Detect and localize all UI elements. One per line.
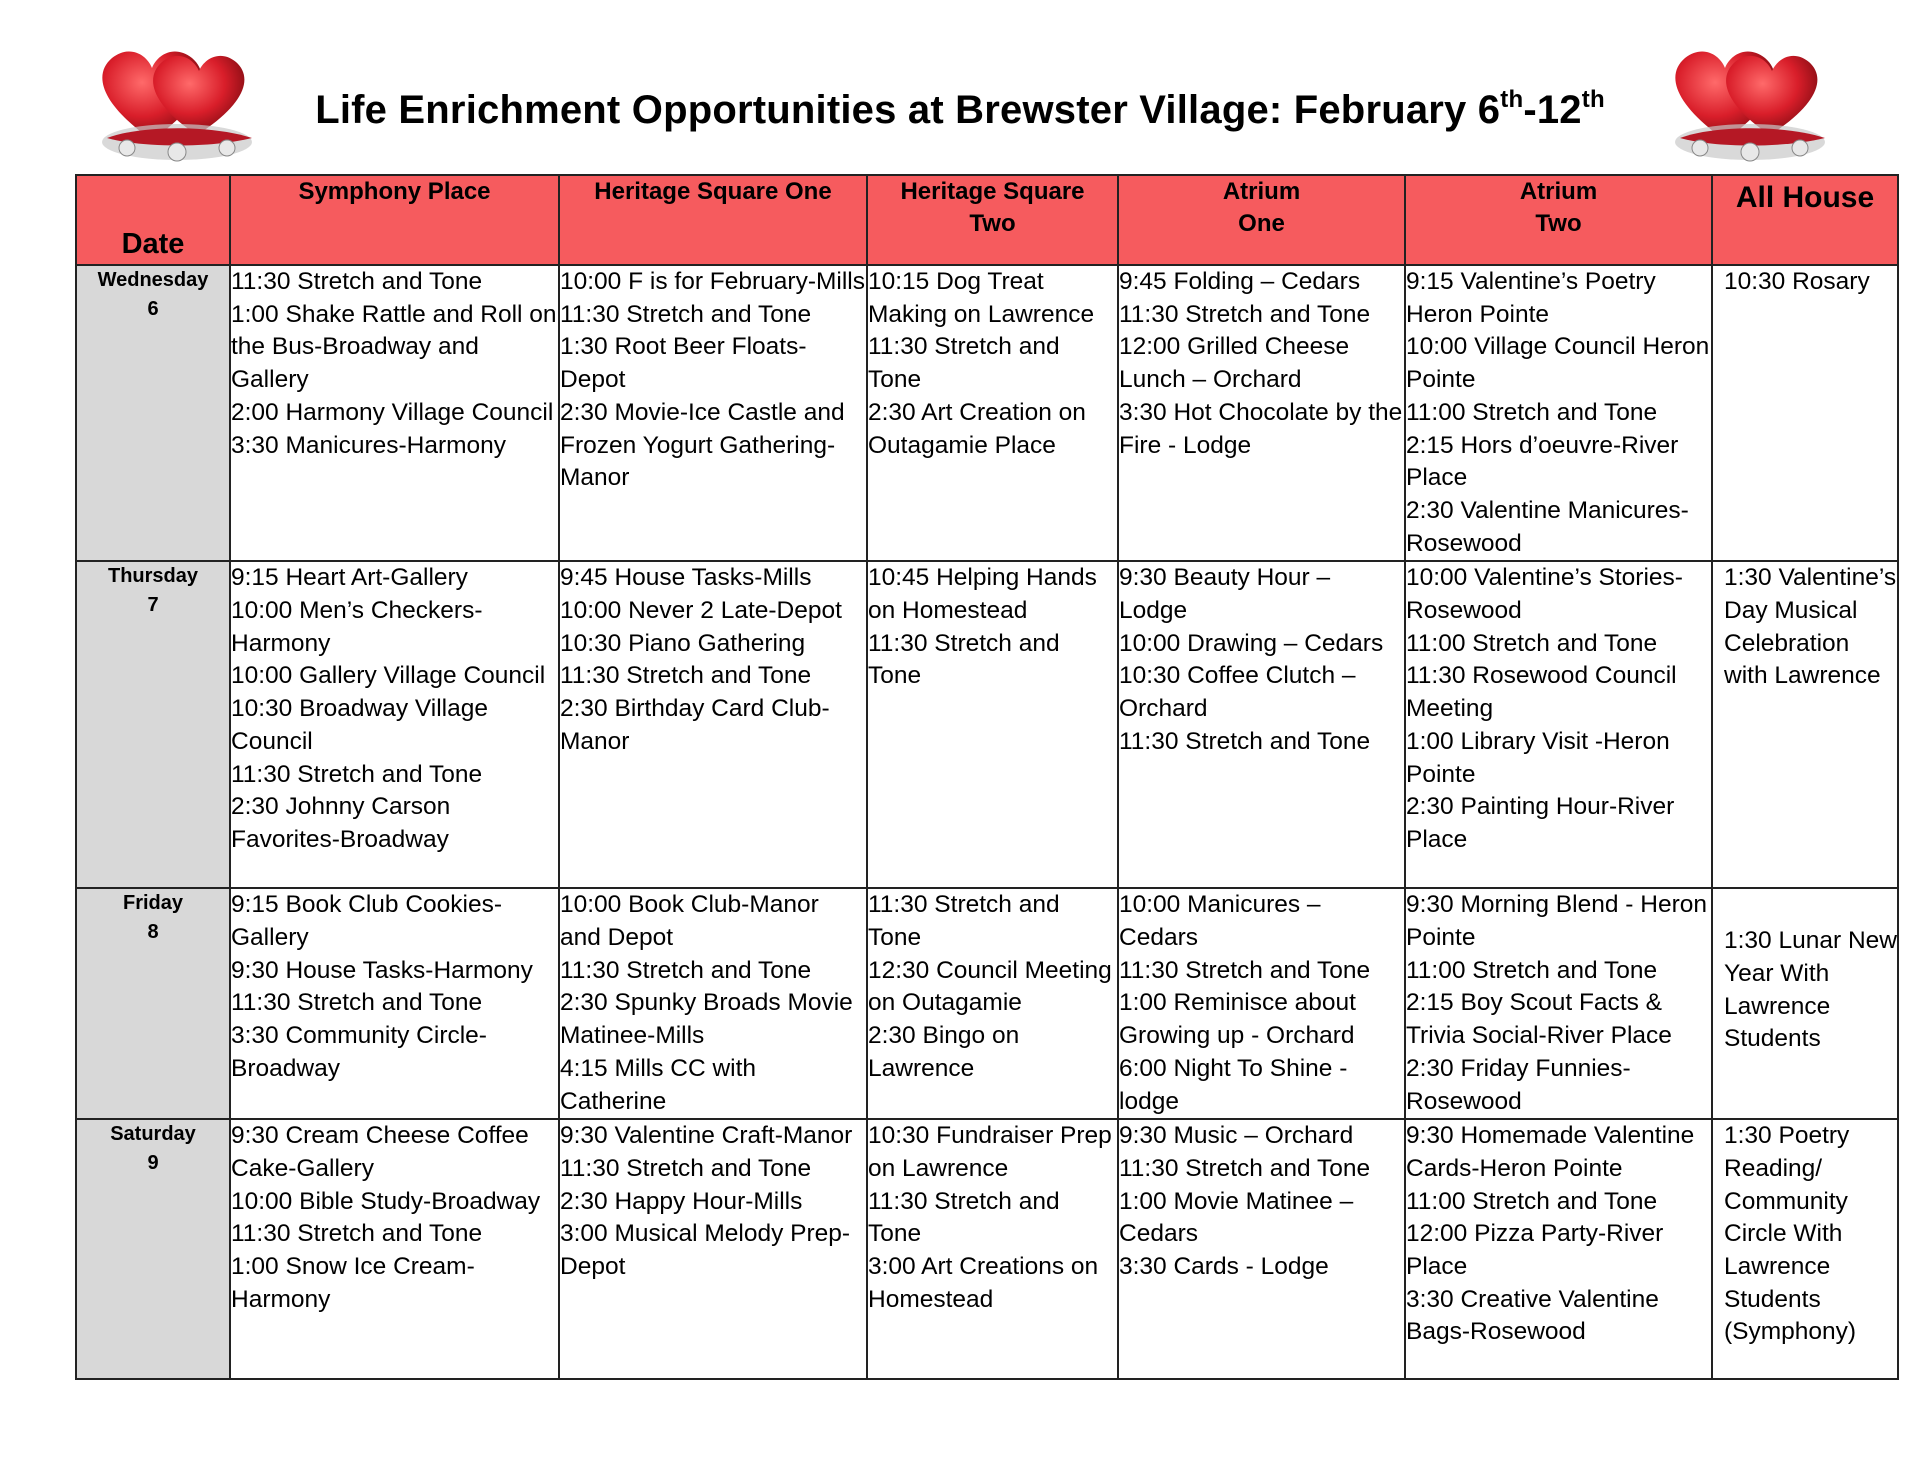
day-cell: Thursday 7 <box>76 561 230 888</box>
all-house-cell: 1:30 Lunar New Year With Lawrence Students <box>1712 888 1898 1119</box>
all-house-cell: 1:30 Valentine’s Day Musical Celebration with Lawrence <box>1712 561 1898 888</box>
symphony-cell: 9:15 Book Club Cookies-Gallery 9:30 House Tasks-Harmony 11:30 Stretch and Tone 3:30 Community Circle-Broadway <box>230 888 559 1119</box>
day-cell: Wednesday 6 <box>76 265 230 561</box>
atrium-two-cell: 9:30 Morning Blend - Heron Pointe 11:00 Stretch and Tone 2:15 Boy Scout Facts & Trivia Social-River Place 2:30 Friday Funnies-Rosewood <box>1405 888 1712 1119</box>
table-row <box>76 1119 1898 1379</box>
header-date: Date <box>76 175 230 265</box>
atrium-two-cell: 9:15 Valentine’s Poetry Heron Pointe 10:00 Village Council Heron Pointe 11:00 Stretch and Tone 2:15 Hors d’oeuvre-River Place 2:30 Valentine Manicures-Rosewood <box>1405 265 1712 561</box>
heritage-two-cell: 10:15 Dog Treat Making on Lawrence 11:30 Stretch and Tone 2:30 Art Creation on Outagamie Place <box>867 265 1118 561</box>
title-end-date: -12 <box>1523 88 1582 132</box>
heritage-two-cell: 10:30 Fundraiser Prep on Lawrence 11:30 Stretch and Tone 3:00 Art Creations on Homestead <box>867 1119 1118 1379</box>
atrium-one-cell: 9:30 Beauty Hour – Lodge 10:00 Drawing – Cedars 10:30 Coffee Clutch – Orchard 11:30 Stretch and Tone <box>1118 561 1405 888</box>
heritage-one-cell: 10:00 F is for February-Mills 11:30 Stretch and Tone 1:30 Root Beer Floats-Depot 2:30 Movie-Ice Castle and Frozen Yogurt Gathering-Manor <box>559 265 867 561</box>
table-row <box>76 265 1898 561</box>
schedule-table <box>75 174 1899 1380</box>
heritage-two-cell: 11:30 Stretch and Tone 12:30 Council Meeting on Outagamie 2:30 Bingo on Lawrence <box>867 888 1118 1119</box>
header-atrium-two: Atrium Two <box>1405 175 1712 265</box>
header-row <box>76 175 1898 265</box>
page-title <box>0 88 1920 133</box>
symphony-cell: 9:30 Cream Cheese Coffee Cake-Gallery 10:00 Bible Study-Broadway 11:30 Stretch and Tone 1:00 Snow Ice Cream-Harmony <box>230 1119 559 1379</box>
atrium-one-cell: 9:30 Music – Orchard 11:30 Stretch and Tone 1:00 Movie Matinee – Cedars 3:30 Cards - Lodge <box>1118 1119 1405 1379</box>
symphony-cell: 11:30 Stretch and Tone 1:00 Shake Rattle and Roll on the Bus-Broadway and Gallery 2:00 Harmony Village Council 3:30 Manicures-Harmony <box>230 265 559 561</box>
heritage-one-cell: 9:45 House Tasks-Mills 10:00 Never 2 Late-Depot 10:30 Piano Gathering 11:30 Stretch and Tone 2:30 Birthday Card Club-Manor <box>559 561 867 888</box>
atrium-one-cell: 9:45 Folding – Cedars 11:30 Stretch and Tone 12:00 Grilled Cheese Lunch – Orchard 3:30 Hot Chocolate by the Fire - Lodge <box>1118 265 1405 561</box>
atrium-one-cell: 10:00 Manicures – Cedars 11:30 Stretch and Tone 1:00 Reminisce about Growing up - Orchard 6:00 Night To Shine - lodge <box>1118 888 1405 1119</box>
table-row <box>76 888 1898 1119</box>
heritage-two-cell: 10:45 Helping Hands on Homestead 11:30 Stretch and Tone <box>867 561 1118 888</box>
title-sup-end: th <box>1581 86 1605 113</box>
atrium-two-cell: 9:30 Homemade Valentine Cards-Heron Pointe 11:00 Stretch and Tone 12:00 Pizza Party-River Place 3:30 Creative Valentine Bags-Rosewood <box>1405 1119 1712 1379</box>
header-all-house: All House <box>1712 175 1898 265</box>
all-house-cell: 10:30 Rosary <box>1712 265 1898 561</box>
symphony-cell: 9:15 Heart Art-Gallery 10:00 Men’s Checkers-Harmony 10:00 Gallery Village Council 10:30 Broadway Village Council 11:30 Stretch and Tone 2:30 Johnny Carson Favorites-Broadway <box>230 561 559 888</box>
title-main: Life Enrichment Opportunities at Brewster Village: February 6 <box>315 88 1501 132</box>
header-heritage-square-two: Heritage Square Two <box>867 175 1118 265</box>
all-house-cell: 1:30 Poetry Reading/ Community Circle With Lawrence Students (Symphony) <box>1712 1119 1898 1379</box>
day-cell: Friday 8 <box>76 888 230 1119</box>
heritage-one-cell: 9:30 Valentine Craft-Manor 11:30 Stretch and Tone 2:30 Happy Hour-Mills 3:00 Musical Melody Prep-Depot <box>559 1119 867 1379</box>
header-heritage-square-one: Heritage Square One <box>559 175 867 265</box>
atrium-two-cell: 10:00 Valentine’s Stories-Rosewood 11:00 Stretch and Tone 11:30 Rosewood Council Meeting 1:00 Library Visit -Heron Pointe 2:30 Painting Hour-River Place <box>1405 561 1712 888</box>
heritage-one-cell: 10:00 Book Club-Manor and Depot 11:30 Stretch and Tone 2:30 Spunky Broads Movie Matinee-Mills 4:15 Mills CC with Catherine <box>559 888 867 1119</box>
table-row <box>76 561 1898 888</box>
header-atrium-one: Atrium One <box>1118 175 1405 265</box>
header-symphony-place: Symphony Place <box>230 175 559 265</box>
day-cell: Saturday 9 <box>76 1119 230 1379</box>
title-sup-start: th <box>1500 86 1524 113</box>
